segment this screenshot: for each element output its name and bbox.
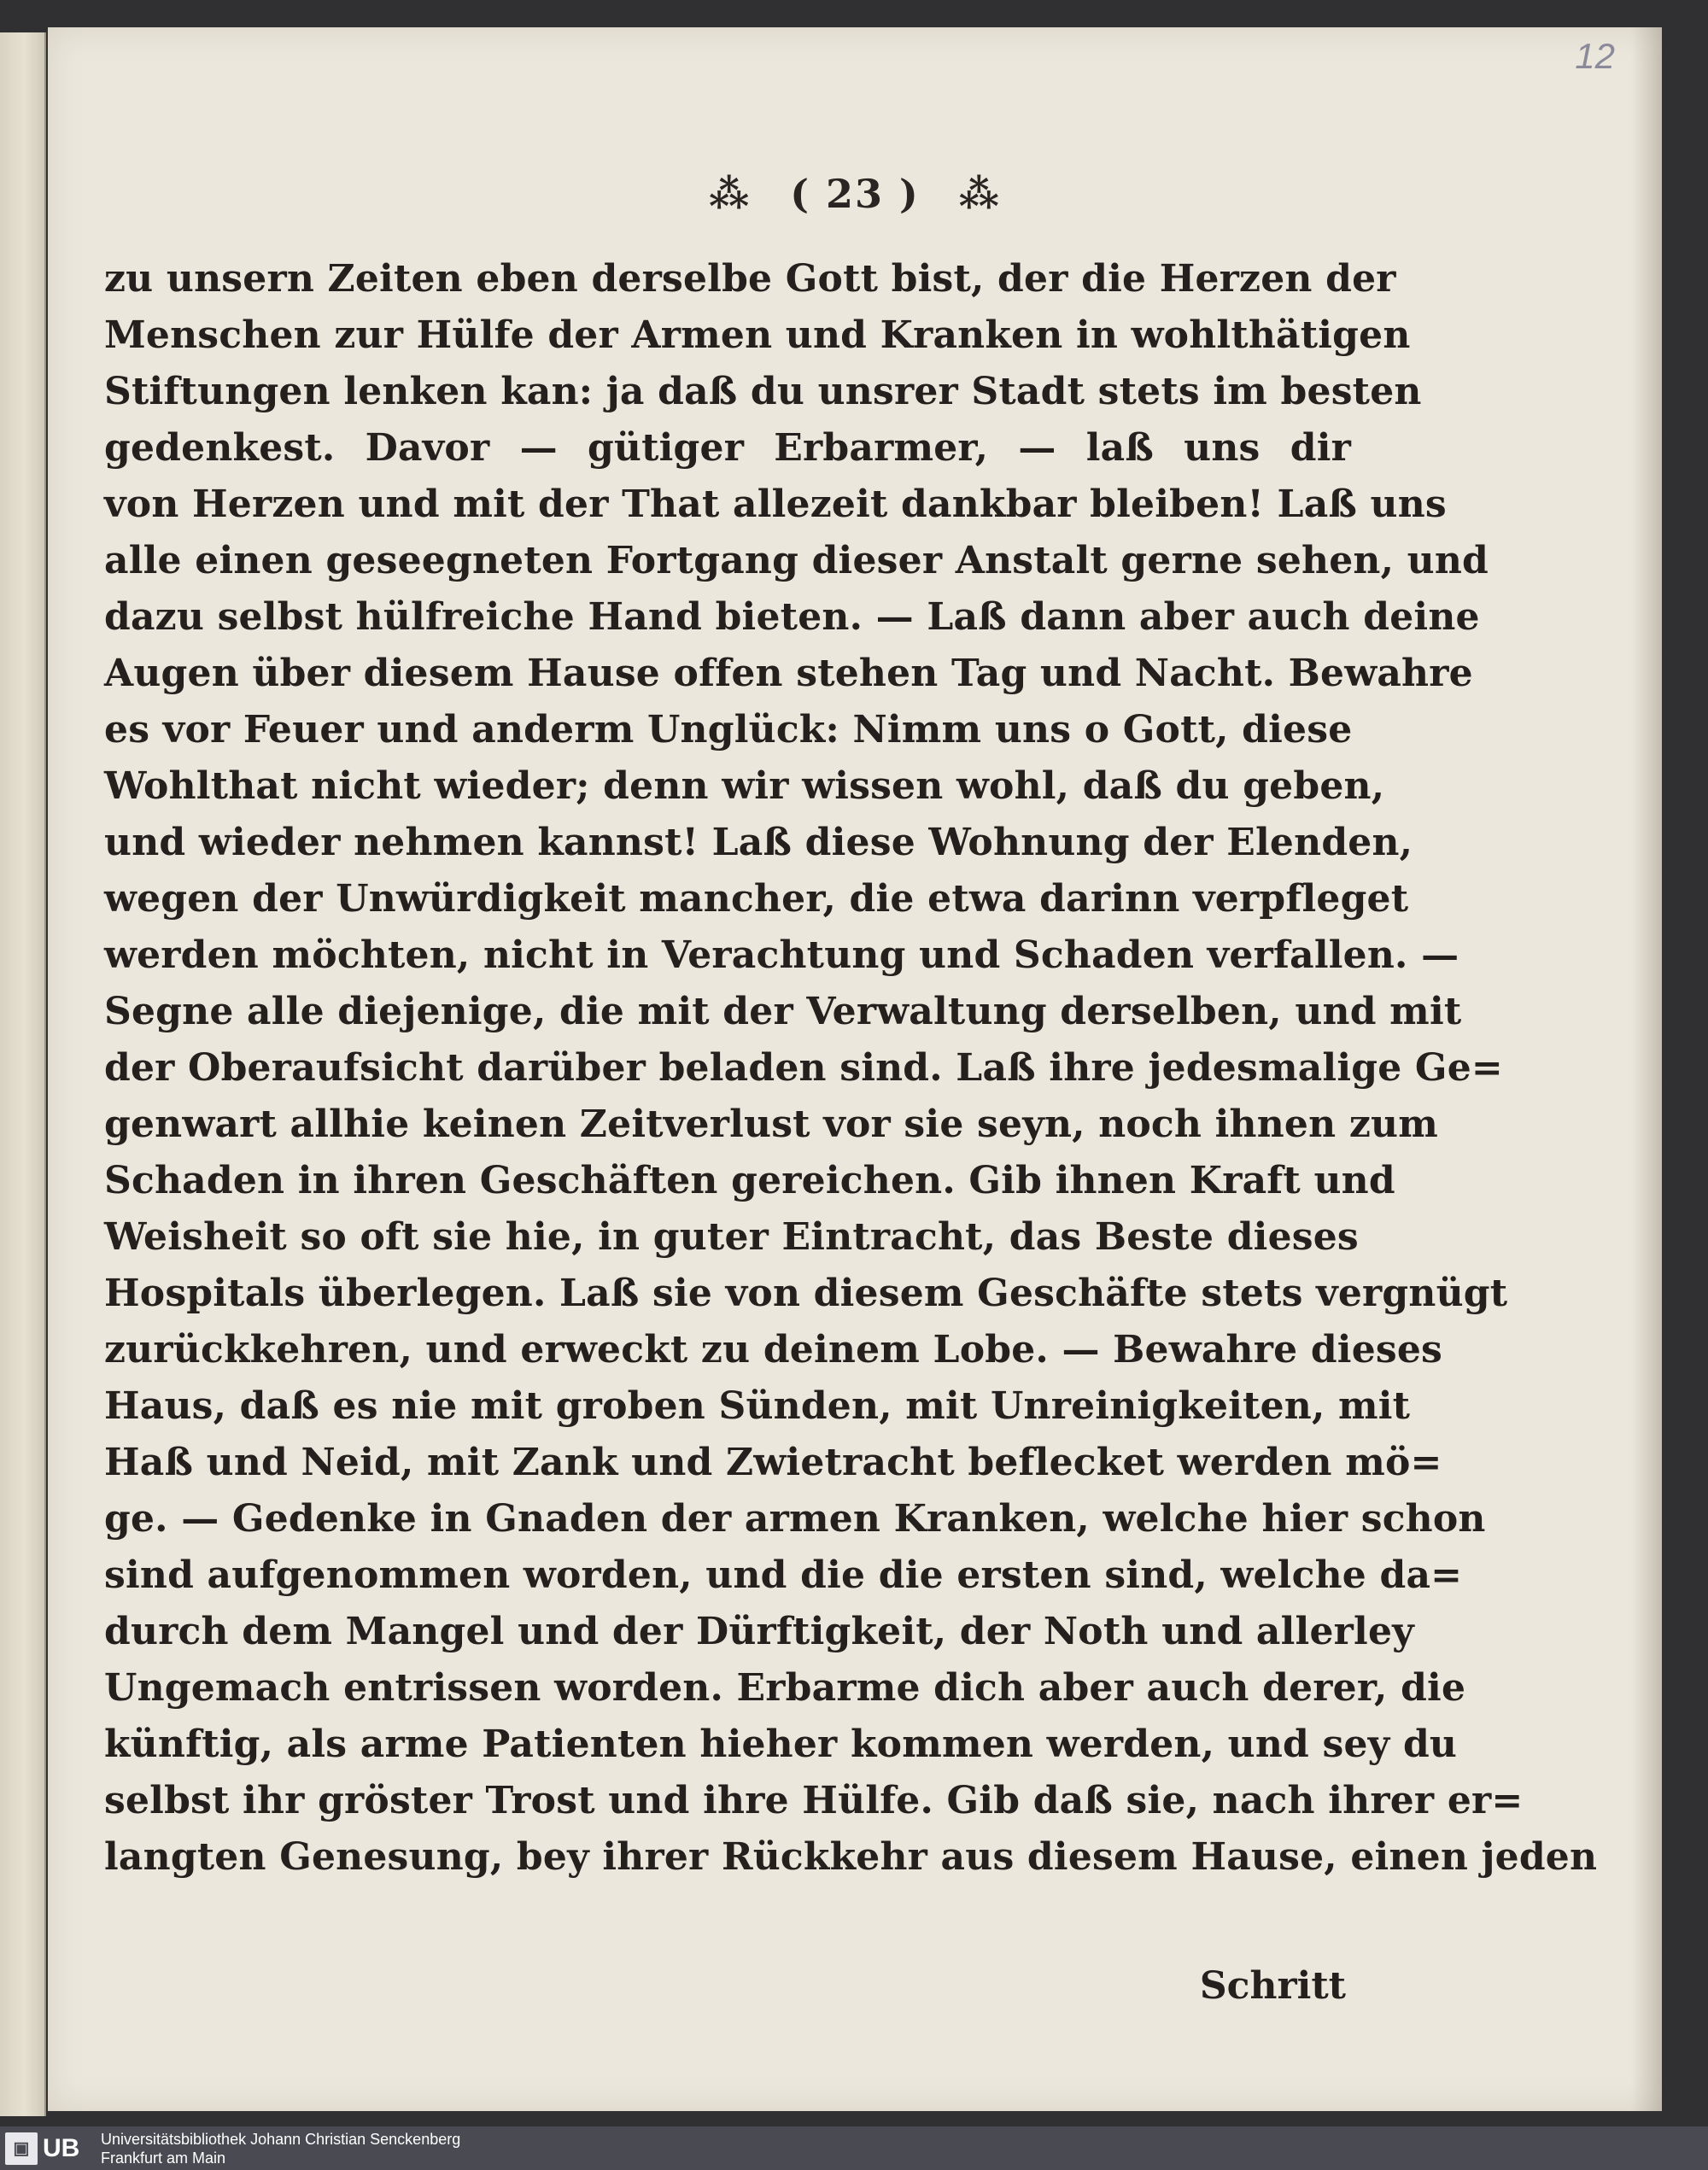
- text-line: ge. — Gedenke in Gnaden der armen Kranken, welche hier schon: [104, 1497, 1486, 1541]
- text-line: genwart allhie keinen Zeitverlust vor sie seyn, noch ihnen zum: [104, 1103, 1438, 1146]
- text-line: der Oberaufsicht darüber beladen sind. Laß ihre jedesmalige Ge=: [104, 1046, 1503, 1090]
- page-header: [48, 171, 1662, 217]
- text-line: durch dem Mangel und der Dürftigkeit, der Noth und allerley: [104, 1610, 1414, 1653]
- text-line: Hospitals überlegen. Laß sie von diesem Geschäfte stets vergnügt: [104, 1272, 1508, 1315]
- text-line: Haß und Neid, mit Zank und Zwietracht beflecket werden mö=: [104, 1441, 1442, 1484]
- ornament-right-icon: ⁂: [958, 171, 1001, 217]
- catchword: Schritt: [1199, 1964, 1346, 2008]
- text-line: Augen über diesem Hause offen stehen Tag und Nacht. Bewahre: [104, 652, 1473, 695]
- text-line: gedenkest. Davor — gütiger Erbarmer, — laß uns dir: [104, 426, 1351, 470]
- text-line: sind aufgenommen worden, und die die ersten sind, welche da=: [104, 1553, 1463, 1597]
- library-logo-icon: ▣: [5, 2132, 38, 2165]
- page-number: ( 23 ): [790, 171, 920, 217]
- text-line: langten Genesung, bey ihrer Rückkehr aus diesem Hause, einen jeden: [104, 1835, 1598, 1879]
- text-line: und wieder nehmen kannst! Laß diese Wohnung der Elenden,: [104, 821, 1413, 864]
- document-page: [48, 27, 1662, 2111]
- text-line: es vor Feuer und anderm Unglück: Nimm uns o Gott, diese: [104, 708, 1353, 752]
- body-text: [104, 251, 1598, 1886]
- institution-line-2: Frankfurt am Main: [101, 2150, 226, 2167]
- text-line: dazu selbst hülfreiche Hand bieten. — Laß dann aber auch deine: [104, 595, 1480, 639]
- text-line: von Herzen und mit der That allezeit dankbar bleiben! Laß uns: [104, 483, 1447, 526]
- text-line: Segne alle diejenige, die mit der Verwaltung derselben, und mit: [104, 990, 1462, 1033]
- text-line: Weisheit so oft sie hie, in guter Eintracht, das Beste dieses: [104, 1215, 1359, 1259]
- text-line: werden möchten, nicht in Verachtung und Schaden verfallen. —: [104, 933, 1459, 977]
- text-line: Stiftungen lenken kan: ja daß du unsrer Stadt stets im besten: [104, 370, 1422, 413]
- text-line: Haus, daß es nie mit groben Sünden, mit Unreinigkeiten, mit: [104, 1384, 1411, 1428]
- institution-line-1: Universitätsbibliothek Johann Christian Senckenberg: [101, 2131, 461, 2148]
- folio-mark: 12: [1575, 36, 1615, 76]
- text-line: wegen der Unwürdigkeit mancher, die etwa darinn verpfleget: [104, 877, 1409, 921]
- text-line: Menschen zur Hülfe der Armen und Kranken in wohlthätigen: [104, 313, 1411, 357]
- text-line: Wohlthat nicht wieder; denn wir wissen wohl, daß du geben,: [104, 764, 1385, 808]
- text-line: Schaden in ihren Geschäften gereichen. Gib ihnen Kraft und: [104, 1159, 1395, 1202]
- text-line: künftig, als arme Patienten hieher kommen werden, und sey du: [104, 1723, 1458, 1766]
- previous-page-edge: [0, 32, 46, 2116]
- text-line: selbst ihr gröster Trost und ihre Hülfe. Gib daß sie, nach ihrer er=: [104, 1779, 1524, 1822]
- ornament-left-icon: ⁂: [709, 171, 752, 217]
- footer-bar: [0, 2126, 1708, 2170]
- text-line: zurückkehren, und erweckt zu deinem Lobe. — Bewahre dieses: [104, 1328, 1443, 1372]
- text-line: Ungemach entrissen worden. Erbarme dich aber auch derer, die: [104, 1666, 1466, 1710]
- library-logo[interactable]: [5, 2130, 91, 2167]
- library-logo-text: UB: [43, 2133, 80, 2162]
- institution-name: [101, 2130, 460, 2167]
- page-edge-shadow: [1631, 27, 1662, 2111]
- text-line: alle einen geseegneten Fortgang dieser Anstalt gerne sehen, und: [104, 539, 1489, 582]
- text-line: zu unsern Zeiten eben derselbe Gott bist, der die Herzen der: [104, 257, 1396, 301]
